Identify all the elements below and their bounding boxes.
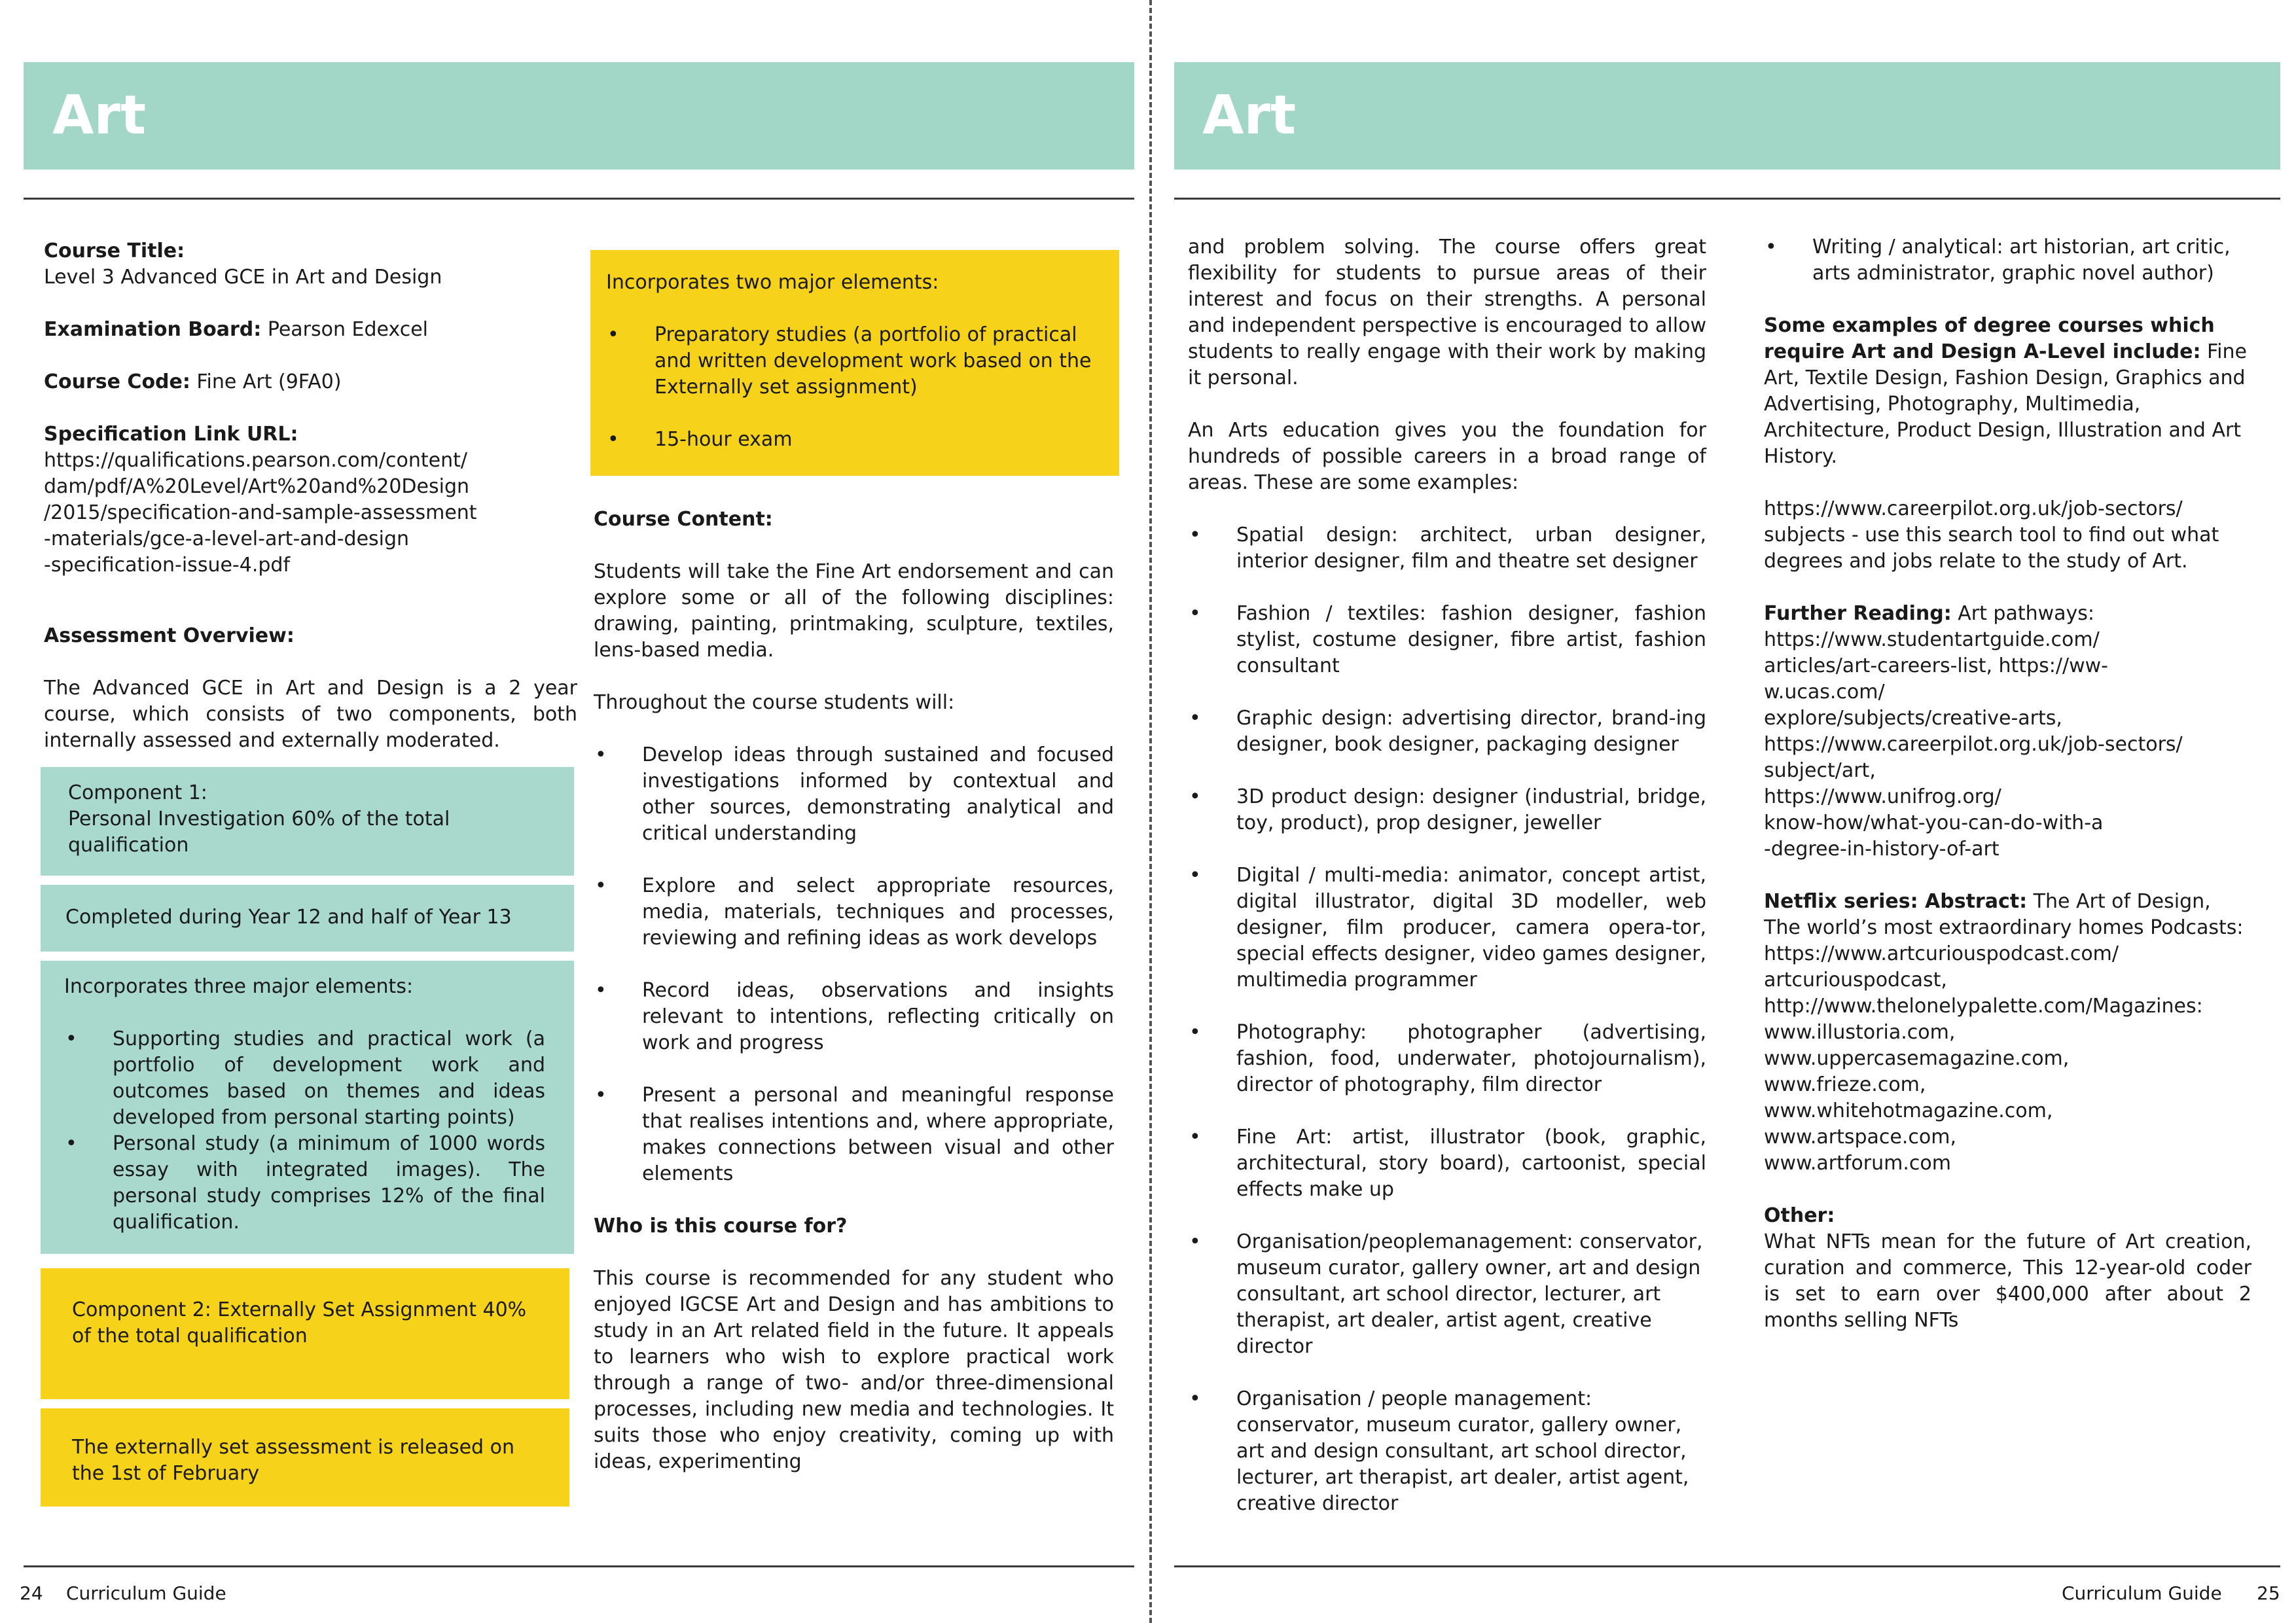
list-item: • Develop ideas through sustained and focused investigations informed by contextual and other sources, demonstrating analytical and critical understanding [594,742,1114,847]
three-elements-heading: Incorporates three major elements: [64,975,414,998]
specification-link-label: Specification Link URL: [44,423,298,446]
course-code [44,369,515,395]
component-2-text: Component 2: Externally Set Assignment 40% of the total qualification [72,1298,527,1347]
two-elements-list [606,322,1106,453]
throughout-text: Throughout the course students will: [594,691,955,714]
list-item: • Digital / multi-media: animator, concept artist, digital illustrator, digital 3D modeller, web designer, film producer, camera opera-tor, special effects designer, video games designer, multimedia programmer [1188,863,1706,993]
course-info-block [44,238,515,605]
left-page-title: Art [52,84,147,147]
writing-list [1764,234,2251,287]
specification-url-line[interactable]: -materials/gce-a-level-art-and-design [44,527,410,550]
list-item: • Supporting studies and practical work (a portfolio of development work and outcomes based on themes and ideas developed from personal starting points) [64,1026,545,1131]
list-item: • Personal study (a minimum of 1000 words essay with integrated images). The personal study comprises 12% of the final qualification. [64,1131,545,1236]
right-header-rule [1174,198,2280,200]
further-reading-link[interactable]: know-how/what-you-can-do-with-a [1764,812,2104,834]
magazine-link[interactable]: www.whitehotmagazine.com, [1764,1099,2053,1122]
careers-list [1188,522,1706,1517]
list-item: • 15-hour exam [606,427,1106,453]
careers-column [1188,234,1706,1543]
other-label: Other: [1764,1204,1835,1227]
specification-url-line[interactable]: -specification-issue-4.pdf [44,554,291,577]
course-content-text: Students will take the Fine Art endorsement and can explore some or all of the following disciplines: drawing, painting, printmaking, sculpture, textiles, lens-based media. [594,560,1114,662]
list-item: • Organisation / people management: conservator, museum curator, gallery owner, art and design consultant, art school director, lecturer, art therapist, art dealer, artist agent, creative director [1188,1386,1706,1517]
course-code-label: Course Code: [44,370,190,393]
release-text: The externally set assessment is released on the 1st of February [72,1436,514,1485]
further-reading-link[interactable]: articles/art-careers-list, https://ww- [1764,654,2108,677]
careerpilot-note [1764,496,2251,575]
list-item: • Organisation/peoplemanagement: conservator, museum curator, gallery owner, art and design consultant, art school director, lecturer, art therapist, art dealer, artist agent, creative director [1188,1229,1706,1360]
list-item: • Record ideas, observations and insights relevant to intentions, reflecting critically on work and progress [594,978,1114,1056]
component-1-text: Personal Investigation 60% of the total qualification [68,808,450,857]
list-item: • Fine Art: artist, illustrator (book, graphic, architectural, story board), cartoonist, special effects make up [1188,1124,1706,1203]
course-content-column [594,507,1114,1475]
three-elements-list [64,1026,545,1236]
further-reading-link[interactable]: -degree-in-history-of-art [1764,838,2000,861]
course-title [44,238,515,291]
careerpilot-text: - use this search tool to find out what degrees and jobs relate to the study of Art. [1764,524,2219,573]
who-text: This course is recommended for any student who enjoyed IGCSE Art and Design and has ambitions to study in an Art related field in the future. It appeals to learners who wish to explore practical work through a range of two- and/or three-dimensional processes, including new media and technologies. It suits those who enjoy creativity, coming up with ideas, experimenting [594,1267,1114,1473]
degree-courses-text: Fine Art, Textile Design, Fashion Design, Graphics and Advertising, Photography, Multimedia, Architecture, Product Design, Illustration and Art History. [1764,340,2247,468]
specification-url-line[interactable]: https://qualifications.pearson.com/content/ [44,449,467,472]
course-code-value: Fine Art (9FA0) [196,370,342,393]
specification-url-line[interactable]: /2015/specification-and-sample-assessment [44,501,477,524]
list-item: • Explore and select appropriate resources, media, materials, techniques and processes, reviewing and refining ideas as work develops [594,873,1114,952]
list-item: • Writing / analytical: art historian, art critic, arts administrator, graphic novel author) [1764,234,2251,287]
careerpilot-link[interactable]: https://www.careerpilot.org.uk/job-sectors/ subjects [1764,497,2183,546]
list-item: • 3D product design: designer (industrial, bridge, toy, product), prop designer, jeweller [1188,784,1706,836]
other-text: What NFTs mean for the future of Art creation, curation and commerce, This 12-year-old coder is set to earn over $400,000 after about 2 months selling NFTs [1764,1230,2251,1332]
list-item: • Graphic design: advertising director, brand-ing designer, book designer, packaging designer [1188,705,1706,758]
completed-box [41,885,574,952]
right-footer-page-number: 25 [2257,1582,2280,1604]
assessment-overview [44,623,577,754]
further-reading-link[interactable]: https://www.unifrog.org/ [1764,785,2001,808]
examination-board-value: Pearson Edexcel [267,318,428,341]
course-title-label: Course Title: [44,240,185,262]
right-title-banner [1174,62,2280,169]
specification-link [44,421,515,579]
left-footer-rule [24,1565,1134,1567]
continued-text: and problem solving. The course offers great flexibility for students to pursue areas of their interest and focus on their strengths. A personal and independent perspective is encouraged to allow students to really engage with their work by making it personal. [1188,236,1706,389]
further-reading-line: Art pathways: [1958,602,2095,625]
completed-text: Completed during Year 12 and half of Year 13 [65,906,512,929]
list-item: • Preparatory studies (a portfolio of practical and written development work based on the Externally set assignment) [606,322,1106,401]
component-1-box [41,767,574,876]
magazine-link[interactable]: www.uppercasemagazine.com, [1764,1047,2070,1070]
list-item: • Fashion / textiles: fashion designer, fashion stylist, costume designer, fibre artist, fashion consultant [1188,601,1706,679]
specification-url-line[interactable]: dam/pdf/A%20Level/Art%20and%20Design [44,475,470,498]
three-elements-box [41,961,574,1254]
further-info-column [1764,234,2251,1334]
further-reading-link[interactable]: w.ucas.com/ [1764,681,1885,704]
degree-courses-heading: Some examples of degree courses which require Art and Design A-Level include: [1764,314,2215,363]
examination-board [44,317,515,343]
left-title-banner [24,62,1134,169]
further-reading-link[interactable]: subject/art, [1764,759,1876,782]
right-footer-label: Curriculum Guide [2062,1582,2222,1604]
magazine-link[interactable]: www.illustoria.com, [1764,1021,1956,1044]
magazine-link[interactable]: www.artspace.com, [1764,1126,1957,1149]
list-item: • Present a personal and meaningful response that realises intentions and, where appropriate, makes connections between visual and other elements [594,1082,1114,1187]
right-footer-rule [1174,1565,2280,1567]
component-2-box [41,1268,569,1399]
right-page-title: Art [1202,84,1297,147]
throughout-list [594,742,1114,1187]
left-header-rule [24,198,1134,200]
who-heading: Who is this course for? [594,1215,848,1238]
further-reading-label: Further Reading: [1764,602,1952,625]
component-1-title: Component 1: [68,781,207,804]
magazine-link[interactable]: www.artforum.com [1764,1152,1951,1175]
podcast-link[interactable]: https://www.artcuriouspodcast.com/ [1764,942,2119,965]
two-elements-heading: Incorporates two major elements: [606,271,939,294]
degree-courses [1764,313,2251,470]
examination-board-label: Examination Board: [44,318,262,341]
course-title-value: Level 3 Advanced GCE in Art and Design [44,266,442,289]
release-box [41,1408,569,1507]
list-item: • Photography: photographer (advertising, fashion, food, underwater, photojournalism), director of photography, film director [1188,1020,1706,1098]
netflix-label: Netflix series: Abstract: [1764,890,2028,913]
magazine-link[interactable]: www.frieze.com, [1764,1073,1926,1096]
netflix-podcasts-magazines [1764,889,2251,1177]
page-fold-divider [1149,0,1152,1623]
two-elements-box [590,250,1119,476]
netflix-text: The Art of Design, The world’s most extraordinary homes Podcasts: [1764,890,2244,939]
other-section [1764,1203,2251,1334]
assessment-heading: Assessment Overview: [44,624,295,647]
assessment-text: The Advanced GCE in Art and Design is a 2 year course, which consists of two components, both internally assessed and externally moderated. [44,677,577,752]
podcast-link[interactable]: artcuriouspodcast, [1764,969,1947,991]
foundation-text: An Arts education gives you the foundation for hundreds of possible careers in a broad range of areas. These are some examples: [1188,419,1706,494]
course-content-heading: Course Content: [594,508,773,531]
further-reading-link[interactable]: explore/subjects/creative-arts, [1764,707,2062,730]
further-reading-link[interactable]: https://www.careerpilot.org.uk/job-sectors/ [1764,733,2183,756]
list-item: • Spatial design: architect, urban designer, interior designer, film and theatre set designer [1188,522,1706,575]
further-reading [1764,601,2251,863]
left-footer-page-number: 24 [20,1582,43,1604]
further-reading-link[interactable]: https://www.studentartguide.com/ [1764,628,2100,651]
podcast-link[interactable]: http://www.thelonelypalette.com/Magazines: [1764,995,2203,1018]
left-footer-label: Curriculum Guide [66,1582,226,1604]
